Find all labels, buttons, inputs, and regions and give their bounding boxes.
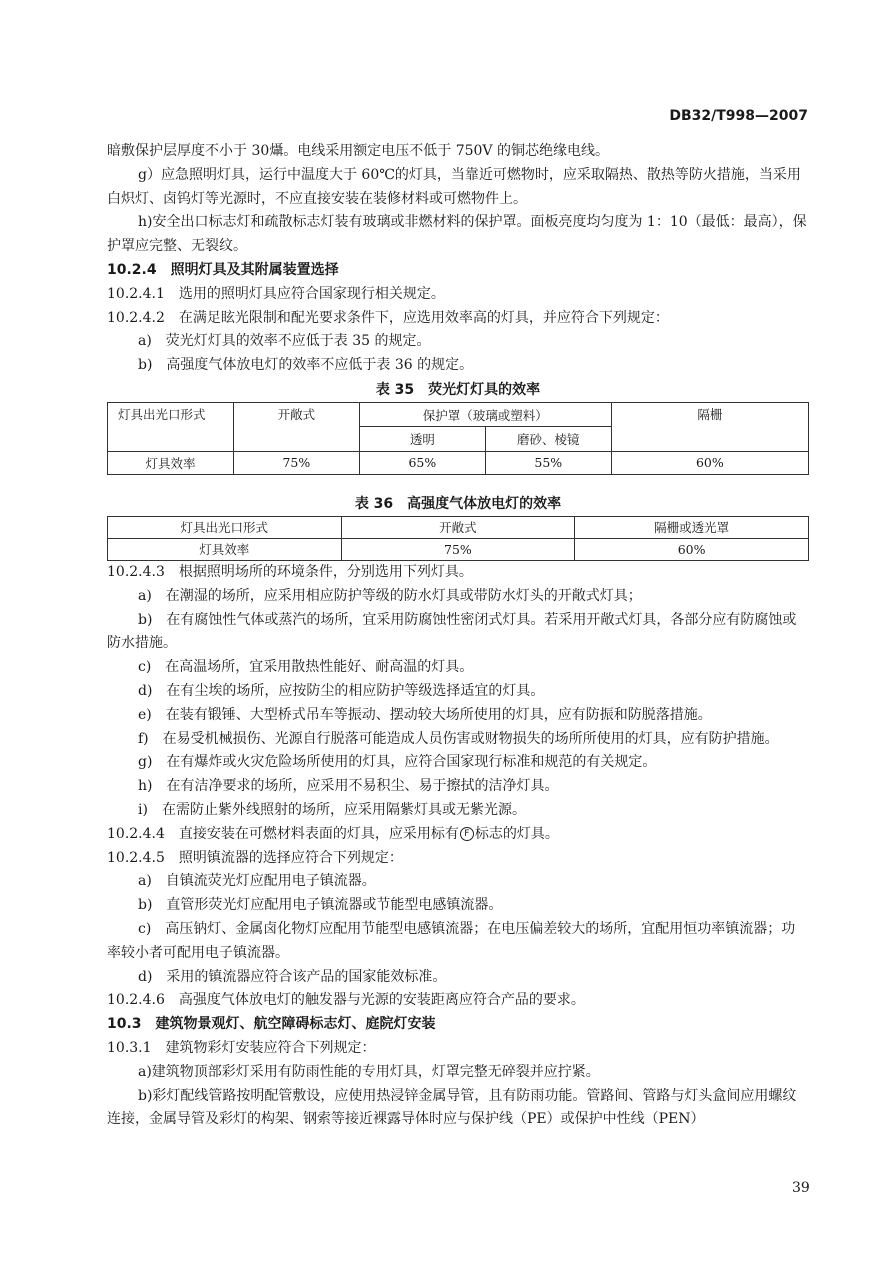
table-cell: 75% [233, 451, 359, 474]
list-item: a) 在潮湿的场所，应采用相应防护等级的防水灯具或带防水灯头的开敞式灯具； [138, 587, 642, 604]
table-cell: 灯具效率 [108, 451, 234, 474]
table-cell: 65% [359, 451, 485, 474]
table-caption: 表 35 荧光灯灯具的效率 [375, 381, 541, 398]
list-item: d) 采用的镇流器应符合该产品的国家能效标准。 [138, 968, 447, 985]
table-header-cell: 隔栅或透光罩 [575, 516, 809, 538]
table-cell: 75% [341, 538, 575, 560]
list-item: i) 在需防止紫外线照射的场所，应采用隔紫灯具或无紫光源。 [138, 801, 526, 818]
table-cell: 60% [611, 451, 808, 474]
table-cell: 60% [575, 538, 809, 560]
list-item: b) 在有腐蚀性气体或蒸汽的场所，宜采用防腐蚀性密闭式灯具。若采用开敞式灯具，各部分应有防腐蚀或防水措施。 [107, 611, 797, 652]
list-item: b)彩灯配线管路按明配管敷设，应使用热浸锌金属导管，且有防雨功能。管路间、管路与灯头盒间应用螺纹连接，金属导管及彩灯的构架、钢索等接近裸露导体时应与保护线（PE）或保护中性线（PEN） [107, 1087, 797, 1128]
table-header-cell: 隔栅 [611, 402, 808, 451]
list-item: c) 在高温场所，宜采用散热性能好、耐高温的灯具。 [138, 659, 474, 676]
list-item: e) 在装有锻锤、大型桥式吊车等振动、摆动较大场所使用的灯具，应有防振和防脱落措施。 [138, 706, 712, 723]
list-item: f) 在易受机械损伤、光源自行脱落可能造成人员伤害或财物损失的场所所使用的灯具，应有防护措施。 [138, 730, 779, 747]
table-header-cell: 开敞式 [233, 402, 359, 451]
clause: 10.2.4.6 高强度气体放电灯的触发器与光源的安装距离应符合产品的要求。 [107, 992, 585, 1009]
table-header-cell: 保护罩（玻璃或塑料） [359, 402, 611, 427]
table-header-cell: 开敞式 [341, 516, 575, 538]
page-number: 39 [792, 1180, 810, 1196]
list-item: d) 在有尘埃的场所，应按防尘的相应防护等级选择适宜的灯具。 [138, 682, 545, 699]
table-36 [107, 516, 809, 561]
paragraph: h)安全出口标志灯和疏散标志灯装有玻璃或非燃材料的保护罩。面板亮度均匀度为 1：10（最低：最高），保护罩应完整、无裂纹。 [107, 214, 807, 255]
clause-text: 10.2.4.4 直接安装在可燃材料表面的灯具，应采用标有 [107, 825, 459, 842]
page-body [107, 140, 809, 1132]
list-item: a)建筑物顶部彩灯采用有防雨性能的专用灯具，灯罩完整无碎裂并应拧紧。 [138, 1063, 600, 1080]
table-header-cell: 磨砂、棱镜 [485, 427, 611, 452]
list-item: a) 荧光灯灯具的效率不应低于表 35 的规定。 [138, 333, 431, 350]
list-item: h) 在有洁净要求的场所，应采用不易积尘、易于擦拭的洁净灯具。 [138, 778, 559, 795]
document-code: DB32/T998—2007 [669, 108, 808, 124]
section-heading: 10.2.4 照明灯具及其附属装置选择 [107, 261, 339, 278]
table-header-cell: 透明 [359, 427, 485, 452]
clause: 10.2.4.3 根据照明场所的环境条件，分别选用下列灯具。 [107, 563, 473, 580]
table-cell: 55% [485, 451, 611, 474]
list-item: c) 高压钠灯、金属卤化物灯应配用节能型电感镇流器；在电压偏差较大的场所，宜配用恒功率镇流器；功率较小者可配用电子镇流器。 [107, 920, 796, 961]
table-caption: 表 36 高强度气体放电灯的效率 [354, 495, 562, 512]
clause-text: 标志的灯具。 [474, 825, 559, 842]
list-item: b) 高强度气体放电灯的效率不应低于表 36 的规定。 [138, 357, 474, 374]
table-header-cell: 灯具出光口形式 [108, 402, 234, 451]
list-item: a) 自镇流荧光灯应配用电子镇流器。 [138, 873, 376, 890]
paragraph: 暗敷保护层厚度不小于 30㸎。电线采用额定电压不低于 750V 的铜芯绝缘电线。 [107, 143, 609, 159]
clause: 10.2.4.5 照明镇流器的选择应符合下列规定： [107, 849, 403, 866]
table-35 [107, 402, 809, 475]
paragraph: g）应急照明灯具，运行中温度大于 60℃的灯具，当靠近可燃物时，应采取隔热、散热等防火措施，当采用白炽灯、卤钨灯等光源时，不应直接安装在装修材料或可燃物件上。 [107, 166, 801, 207]
list-item: g) 在有爆炸或火灾危险场所使用的灯具，应符合国家现行标准和规范的有关规定。 [138, 754, 657, 771]
f-mark-icon: F [460, 827, 474, 841]
clause: 10.3.1 建筑物彩灯安装应符合下列规定： [107, 1039, 376, 1056]
clause: 10.2.4.2 在满足眩光限制和配光要求条件下，应选用效率高的灯具，并应符合下列规定： [107, 309, 669, 326]
table-cell: 灯具效率 [108, 538, 342, 560]
table-header-cell: 灯具出光口形式 [108, 516, 342, 538]
list-item: b) 直管形荧光灯应配用电子镇流器或节能型电感镇流器。 [138, 897, 503, 914]
section-heading: 10.3 建筑物景观灯、航空障碍标志灯、庭院灯安装 [107, 1016, 436, 1033]
clause: 10.2.4.1 选用的照明灯具应符合国家现行相关规定。 [107, 285, 445, 302]
clause [107, 823, 809, 847]
